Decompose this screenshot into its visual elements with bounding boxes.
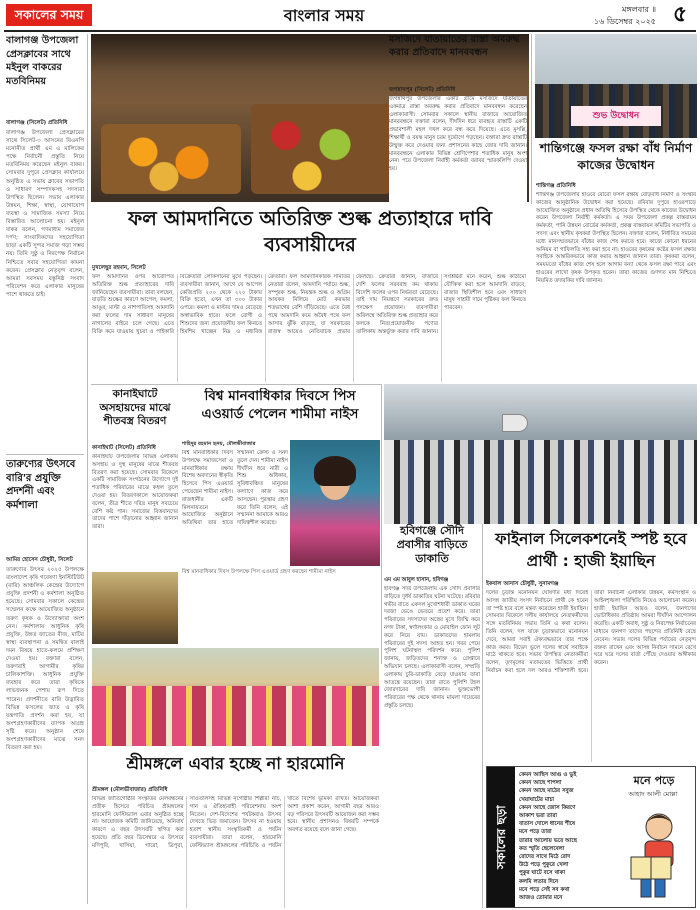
saudi-reporter: এম এম আবুল হাসান, হবিগঞ্জ — [384, 577, 449, 583]
award-headline: বিশ্ব মানবাধিকার দিবসে পিস এওয়ার্ড পেলেন শামীমা নাইস — [201, 388, 359, 422]
kanaighat-photo — [92, 572, 178, 644]
col-rule-4 — [482, 524, 483, 908]
kanaighat-headline: কানাইঘাটে অসহায়দের মাঝে শীতবস্ত্র বিতরণ — [99, 388, 171, 427]
award-caption: বিশ্ব মানবাধিকার দিবস উপলক্ষে পিস এওয়ার্ড গ্রহণ করছেন শামীমা নাইস — [182, 569, 336, 575]
youth-headline: তারুণ্যের উৎসবে বারি'র প্রযুক্তি প্রদর্শনী এবং কর্মশালা — [6, 459, 76, 511]
balaganj-reporter: বালাগঞ্জ (সিলেট) প্রতিনিধি — [6, 120, 68, 126]
megaphone-icon — [502, 414, 528, 432]
masthead-rule — [4, 30, 696, 32]
child-reading-icon — [619, 805, 691, 901]
rally-photo — [384, 384, 697, 524]
poem-line: আকাশ ভরা তারা — [519, 813, 558, 820]
harmony-body: বিভিন্ন জাতিগোষ্ঠীর সংস্কৃতির মেলবন্ধনের প্রতীক হিসেবে পরিচিত শ্রীমঙ্গলের হারমোনি ফেস্টিভ্যাল এবার অনুষ্ঠিত হচ্ছে না। আয়োজক কমিটি জানিয়েছে, অনিবার্য কারণে এ বছর উৎসবটি স্থগিত করা হয়েছে। প্রতি বছর ডিসেম্বরে এ উৎসবে মণিপুরি, খাসিয়া, গারো, ত্রিপুরা, সাঁওতালসহ বিভিন্ন নৃগোষ্ঠীর শিল্পীরা নাচ, গান ও ঐতিহ্যবাহী পরিবেশনায় অংশ নিতেন। দেশ-বিদেশের পর্যটকরাও উৎসব দেখতে ভিড় জমাতেন। উৎসব না হওয়ায় হতাশ স্থানীয় সংস্কৃতিকর্মী ও পর্যটন ব্যবসায়ীরা। তারা বলেন, হারমোনি ফেস্টিভ্যাল শ্রীমঙ্গলের পরিচিতি ও পর্যটন খাতে বিশেষ ভূমিকা রাখত। আয়োজকরা আশা প্রকাশ করেন, আগামী বছর আরও বড় পরিসরে উৎসবটি আয়োজন করা সম্ভব হবে। স্থানীয় প্রশাসনও বিষয়টি সম্পর্কে অবগত রয়েছে বলে জানা গেছে। — [92, 796, 379, 849]
fruit-headline: ফল আমদানিতে অতিরিক্ত শুল্ক প্রত্যাহারে দাবি ব্যবসায়ীদের — [127, 207, 493, 256]
poem-line: কেমন আছে মাঠের সবুজ — [519, 788, 574, 795]
balaganj-body: বালাগঞ্জ উপজেলা প্রেসক্লাবের সাথে সিলেট-৩ আসনের বিএনপি মনোনীত প্রার্থী এম এ মালিকের পক্ষে নির্বাচনী প্রস্তুতি নিয়ে মতবিনিময় করেছেন মইনুল বাকর। সোমবার দুপুরে প্রেসক্লাব কার্যালয়ে অনুষ্ঠিত এ সভায় ক্লাবের সভাপতি ও সাধারণ সম্পাদকসহ সদস্যরা উপস্থিত ছিলেন। সভায় এলাকার উন্নয়ন, শিক্ষা, স্বাস্থ্য, যোগাযোগ ব্যবস্থা ও সামাজিক সমস্যা নিয়ে বিস্তারিত আলোচনা হয়। মইনুল বাকর বলেন, গণমাধ্যম সমাজের দর্পণ; সাংবাদিকদের সহযোগিতা ছাড়া একটি সুন্দর সমাজ গড়া সম্ভব নয়। তিনি সুষ্ঠু ও নিরপেক্ষ নির্বাচন নিশ্চিতে সবার সহযোগিতা কামনা করেন। প্রেসক্লাব নেতৃবৃন্দ বলেন, আমরা সবসময় বস্তুনিষ্ঠ সংবাদ পরিবেশন করে এলাকার মানুষের পাশে থাকতে চাই। — [6, 130, 84, 298]
col-rule-1 — [87, 34, 88, 904]
fruit-body: ফল আমদানির ওপর আরোপিত অতিরিক্ত শুল্ক প্রত্যাহারের দাবি জানিয়েছেন ব্যবসায়ীরা। তারা বলছেন, বাড়তি শুল্কের কারণে আপেল, কমলা, আঙুর, মাল্টা ও নাশপাতিসহ আমদানি করা ফলের দাম সাধারণ মানুষের নাগালের বাইরে চলে গেছে। এতে বিক্রি কমে যাওয়ায় খুচরা ও পাইকারি বিক্রেতারা লোকসানের মুখে পড়ছেন। ব্যবসায়ীরা জানান, আগে যে আপেল কেজিপ্রতি ২০০ থেকে ২২০ টাকায় বিক্রি হতো, এখন তা ৩০০ টাকার ওপরে। কমলা ও মাল্টার দামও বেড়েছে অস্বাভাবিক হারে। ফলে রোগী ও শিশুদের জন্য প্রয়োজনীয় ফল কিনতে হিমশিম খাচ্ছেন নিম্ন ও মধ্যবিত্ত ক্রেতারা। ফল আমদানিকারক সমিতির নেতারা বলেন, আমদানি পর্যায়ে শুল্ক, সম্পূরক শুল্ক, নিয়ন্ত্রক শুল্ক ও অগ্রিম আয়কর মিলিয়ে মোট করভার শতভাগের বেশি দাঁড়িয়েছে। এতে বৈধ পথে আমদানি কমে অবৈধ পথে ফল আসার ঝুঁকি বাড়ছে, যা সরকারের রাজস্ব আয়েও নেতিবাচক প্রভাব ফেলছে। ক্রেতারা জানান, বাজারে দেশি ফলের সরবরাহ কম থাকায় বিদেশি ফলের ওপর নির্ভরতা বেড়েছে। তাই দাম নিয়ন্ত্রণে সরকারের দ্রুত পদক্ষেপ প্রয়োজন। ব্যবসায়ীরা অবিলম্বে অতিরিক্ত শুল্ক প্রত্যাহার করে ফলকে নিত্যপ্রয়োজনীয় পণ্যের তালিকায় অন্তর্ভুক্ত করার দাবি জানান। সংশ্লিষ্টরা মনে করেন, শুল্ক কাঠামো যৌক্তিক করা হলে আমদানি বাড়বে, বাজার স্থিতিশীল হবে এবং সাধারণ মানুষ সাশ্রয়ী দামে পুষ্টিকর ফল কিনতে পারবেন। — [92, 274, 526, 335]
award-reporter: শাহিদুর রহমান হৃদয়, মৌলভীবাজার — [182, 441, 256, 447]
final-reporter: ইকবাল আনাস চৌধুরী, সুনামগঞ্জ — [486, 581, 559, 587]
harmony-photo — [92, 648, 379, 746]
poem-line: পুকুর ঘাটে বসে থাকা — [519, 870, 566, 877]
shantiganj-body: শান্তিগঞ্জ উপজেলার হাওরে বোরো ফসল রক্ষায় বেড়িবাঁধ নির্মাণ ও সংস্কার কাজের আনুষ্ঠানিক উদ্বোধন করা হয়েছে। রবিবার দুপুরে হাওরপাড়ে আয়োজিত অনুষ্ঠানে প্রধান অতিথি হিসেবে উপস্থিত থেকে কাজের উদ্বোধন করেন উপজেলা নির্বাহী কর্মকর্তা। এ সময় উপজেলা প্রকল্প বাস্তবায়ন কর্মকর্তা, পানি উন্নয়ন বোর্ডের কর্মকর্তা, প্রকল্প বাস্তবায়ন কমিটির সভাপতি ও সদস্য এবং স্থানীয় কৃষকরা উপস্থিত ছিলেন। বক্তারা বলেন, নির্ধারিত সময়ের মধ্যে মানসম্মতভাবে বাঁধের কাজ শেষ করতে হবে। কাজে কোনো ধরনের অনিয়ম বা গাফিলতি সহ্য করা হবে না। হাওরের কৃষকের কষ্টের ফসল রক্ষায় সবাইকে আন্তরিকভাবে কাজ করার আহ্বান জানান তারা। কৃষকরা বলেন, সময়মতো বাঁধের কাজ শেষ হলে আগাম বন্যা থেকে ফসল রক্ষা পাবে এবং হাওরের লাখো কৃষক উপকৃত হবেন। তারা কাজের গুণগত মান নিশ্চিতে নিয়মিত তদারকির দাবি জানান। — [536, 192, 696, 284]
poem-line: কত স্মৃতি ছেলেবেলা — [519, 845, 565, 852]
shantiganj-photo — [535, 34, 697, 138]
award-photo — [290, 440, 380, 566]
col1-divider — [6, 454, 84, 455]
poem-line: মনে পড়ে সেই সব কথা — [519, 886, 570, 893]
reading-child-illustration — [619, 805, 691, 901]
fruit-reporter: মুখলেছুর রহমান, সিলেট — [92, 265, 146, 271]
rally-crowd — [384, 440, 697, 524]
person-hair — [314, 456, 356, 486]
road-reporter: জগন্নাথপুর (সিলেট) প্রতিনিধি — [389, 87, 456, 93]
harmony-headline: শ্রীমঙ্গলে এবার হচ্ছে না হারমোনি — [126, 754, 345, 773]
road-headline: মসজিদে যাতায়াতের রাস্তা অবরুদ্ধ করার প্রতিবাদে মানববন্ধন — [389, 34, 520, 58]
col-rule-2 — [531, 34, 532, 204]
masthead-logo: সকালের সময় — [6, 4, 92, 26]
poem-line: কেমন আছিস আগু ও ভুই — [519, 772, 577, 778]
saudi-headline: হবিগঞ্জে সৌদি প্রবাসীর বাড়িতে ডাকাতি — [396, 524, 468, 565]
poet-name: আহাদ আলী মোল্লা — [628, 790, 678, 798]
poem-line: কেমন আছে শাপলা — [519, 780, 562, 787]
dancers-row — [92, 686, 379, 746]
poem-line: রোদের সাথে মিঠে রোদ — [519, 854, 571, 861]
poem-line: উঠে পড়ে পুকুরে খেলা — [519, 862, 569, 869]
kanaighat-body: কানাইঘাট উপজেলার বিভিন্ন এলাকায় অসহায় ও দুস্থ মানুষের মাঝে শীতবস্ত্র বিতরণ করা হয়েছে। সোমবার বিকেলে একটি সামাজিক সংগঠনের উদ্যোগে দুই শতাধিক পরিবারের মাঝে কম্বল তুলে দেওয়া হয়। বিতরণকালে আয়োজকরা বলেন, তীব্র শীতে দরিদ্র মানুষ সবচেয়ে বেশি কষ্ট পান। সমাজের বিত্তবানদের তাদের পাশে দাঁড়ানোর আহ্বান জানান তারা। — [92, 454, 178, 531]
award-body: বিশ্ব মানবাধিকার দিবস উপলক্ষে সমাজসেবা ও মানবাধিকার রক্ষায় বিশেষ অবদানের স্বীকৃতি হিসেবে পিস এওয়ার্ড পেয়েছেন শামীমা নাইস। রাজধানীর একটি মিলনায়তনে আয়োজিত অনুষ্ঠানে অতিথিরা তার হাতে সম্মাননা ক্রেস্ট ও সনদ তুলে দেন। শামীমা নাইস দীর্ঘদিন ধরে নারী ও শিশু অধিকার, সুবিধাবঞ্চিত মানুষের কল্যাণে কাজ করে আসছেন। পুরস্কার গ্রহণ করে তিনি বলেন, এই সম্মাননা আমাকে আরও দায়িত্বশীল করেছে। — [182, 450, 288, 527]
page-number: ৫ — [672, 2, 688, 27]
dateline: মঙ্গলবার ॥ ১৬ ডিসেম্বর ২০২৫ — [593, 5, 656, 26]
col-rule-3 — [381, 384, 382, 664]
youth-body: তারুণ্যের উৎসব ২০২৫ উপলক্ষে বাংলাদেশ কৃষি গবেষণা ইনস্টিটিউট (বারি) আঞ্চলিক কেন্দ্রের উদ্যোগে প্রযুক্তি প্রদর্শনী ও কর্মশালা অনুষ্ঠিত হয়েছে। সোমবার সকালে কেন্দ্রের সম্মেলন কক্ষে আয়োজিত অনুষ্ঠানে তরুণ কৃষক ও উদ্যোক্তারা অংশ নেন। কর্মশালায় আধুনিক কৃষি প্রযুক্তি, উন্নত জাতের বীজ, মাটির স্বাস্থ্য ব্যবস্থাপনা ও সমন্বিত বালাই দমন বিষয়ে হাতে-কলমে প্রশিক্ষণ দেওয়া হয়। বক্তারা বলেন, তরুণরাই আগামীর কৃষির চালিকাশক্তি। আধুনিক প্রযুক্তি ব্যবহার করে তারা কৃষিকে লাভজনক পেশায় রূপ দিতে পারেন। প্রদর্শনীতে বারি উদ্ভাবিত বিভিন্ন ফসলের জাত ও কৃষি যন্ত্রপাতি প্রদর্শন করা হয়, যা অংশগ্রহণকারীদের ব্যাপক আগ্রহ সৃষ্টি করে। অনুষ্ঠান শেষে অংশগ্রহণকারীদের মাঝে সনদ বিতরণ করা হয়। — [6, 567, 84, 752]
final-headline: ফাইনাল সিলেকশনেই স্পষ্ট হবে প্রার্থী : হাজী ইয়াছিন — [495, 530, 687, 570]
kanaighat-reporter: কানাইঘাট (সিলেট) প্রতিনিধি — [92, 445, 156, 451]
poem-line: কেমন আছে জোস কিরণে — [519, 804, 576, 811]
poem-line: কলমি লতার দিনে — [519, 878, 559, 885]
section-title: বাংলার সময় — [283, 6, 365, 25]
poem-line: মনে পড়ে তারা — [519, 829, 552, 836]
poem-line: তারার আলোয় ভরে আছে — [519, 837, 577, 844]
road-body: জগন্নাথপুর উপজেলার একটি গ্রামে মসজিদে যাতায়াতের একমাত্র রাস্তা অবরুদ্ধ করার প্রতিবাদে মানববন্ধন করেছেন এলাকাবাসী। সোমবার সকালে স্থানীয় বাজারে আয়োজিত মানববন্ধনে বক্তারা বলেন, দীর্ঘদিন ধরে ব্যবহৃত রাস্তাটি একটি প্রভাবশালী মহল দখল করে বন্ধ করে দিয়েছে। এতে মুসল্লি, শিক্ষার্থী ও বয়স্ক মানুষ চরম দুর্ভোগে পড়ছেন। বক্তারা দ্রুত রাস্তাটি উন্মুক্ত করে দেওয়ার জন্য প্রশাসনের কাছে জোর দাবি জানান। মানববন্ধনে এলাকার বিভিন্ন শ্রেণিপেশার শতাধিক মানুষ অংশ নেন। পরে উপজেলা নির্বাহী কর্মকর্তা বরাবর স্মারকলিপি দেওয়া হয়। — [389, 96, 527, 204]
poem-lines — [519, 771, 611, 905]
balaganj-headline: বালাগঞ্জ উপজেলা প্রেসক্লাবের সাথে মইনুল বাকরের মতবিনিময় — [6, 35, 79, 87]
poem-line: বাতাস দোলে ধানের শীষে — [519, 821, 576, 828]
saudi-body: হবিগঞ্জ সদর উপজেলায় এক সৌদি প্রবাসীর বাড়িতে দুর্ধর্ষ ডাকাতির ঘটনা ঘটেছে। রবিবার গভীর রাতে একদল মুখোশধারী ডাকাত ঘরের দরজা ভেঙে ভেতরে প্রবেশ করে। তারা পরিবারের সদস্যদের অস্ত্রের মুখে জিম্মি করে নগদ টাকা, স্বর্ণালংকার ও মোবাইল ফোন লুট করে নিয়ে যায়। ডাকাতদের হামলায় পরিবারের দুই সদস্য আহত হন। খবর পেয়ে পুলিশ ঘটনাস্থল পরিদর্শন করে। পুলিশ জানায়, জড়িতদের শনাক্ত ও গ্রেপ্তারে অভিযান চলছে। এলাকাবাসী বলেন, সম্প্রতি এলাকায় চুরি-ডাকাতি বেড়ে যাওয়ায় তারা আতঙ্কে রয়েছেন। তারা রাতে পুলিশি টহল জোরদারের দাবি জানান। ভুক্তভোগী পরিবারের পক্ষ থেকে থানায় মামলা দায়েরের প্রস্তুতি চলছে। — [384, 586, 480, 709]
fruit-pile-left — [101, 124, 241, 194]
kids-brand: সকালের ছড়া — [494, 805, 508, 869]
mid-divider — [91, 384, 381, 385]
shantiganj-reporter: শান্তিগঞ্জ প্রতিনিধি — [536, 183, 576, 189]
shantiganj-headline: শান্তিগঞ্জে ফসল রক্ষা বাঁধ নির্মাণ কাজের উদ্বোধন — [539, 141, 693, 172]
final-body: দলের চূড়ান্ত মনোনয়ন ঘোষণার মধ্য দিয়েই আসন্ন জাতীয় সংসদ নির্বাচনে প্রার্থী কে হবেন তা স্পষ্ট হবে বলে মন্তব্য করেছেন হাজী ইয়াছিন। সোমবার বিকেলে দলীয় কার্যালয়ে নেতাকর্মীদের সঙ্গে মতবিনিময় সভায় তিনি এ কথা বলেন। তিনি বলেন, দল যাকে চূড়ান্তভাবে মনোনয়ন দেবে, আমরা সবাই ঐক্যবদ্ধভাবে তার পক্ষে কাজ করব। বিভেদ ভুলে দলের স্বার্থে সবাইকে মাঠে থাকতে হবে। সভায় উপস্থিত নেতাকর্মীরা বলেন, তৃণমূলের মতামতের ভিত্তিতে প্রার্থী নির্বাচন করা হলে দল আরও শক্তিশালী হবে। তারা নির্বাচনী এলাকার উন্নয়ন, কর্মসংস্থান ও আইনশৃঙ্খলা পরিস্থিতি নিয়েও আলোচনা করেন। হাজী ইয়াছিন আরও বলেন, জনগণের ভোটাধিকার প্রতিষ্ঠায় আমরা দীর্ঘদিন আন্দোলন করেছি। একটি অবাধ, সুষ্ঠু ও নিরপেক্ষ নির্বাচনের মাধ্যমে জনগণ তাদের পছন্দের প্রতিনিধি বেছে নেবেন। সভায় দলের বিভিন্ন পর্যায়ের নেতৃবৃন্দ বক্তব্য রাখেন এবং আসন্ন নির্বাচন সামনে রেখে ঘরে ঘরে দলের বার্তা পৌঁছে দেওয়ার অঙ্গীকার করেন। — [486, 590, 696, 674]
fruit-pile-center — [251, 104, 391, 194]
youth-reporter: আমির হোসেন চৌধুরী, সিলেট — [6, 557, 73, 563]
poem-title: মনে পড়ে — [633, 774, 675, 787]
kids-poem-box — [486, 766, 696, 908]
harmony-reporter: শ্রীমঙ্গল (মৌলভীবাজার) প্রতিনিধি — [92, 787, 168, 793]
poem-line: আজও তোমার মনে — [519, 895, 563, 902]
opening-banner: শুভ উদ্বোধন — [571, 106, 661, 126]
poem-line: খেয়াঘাটের মাচা — [519, 796, 555, 803]
